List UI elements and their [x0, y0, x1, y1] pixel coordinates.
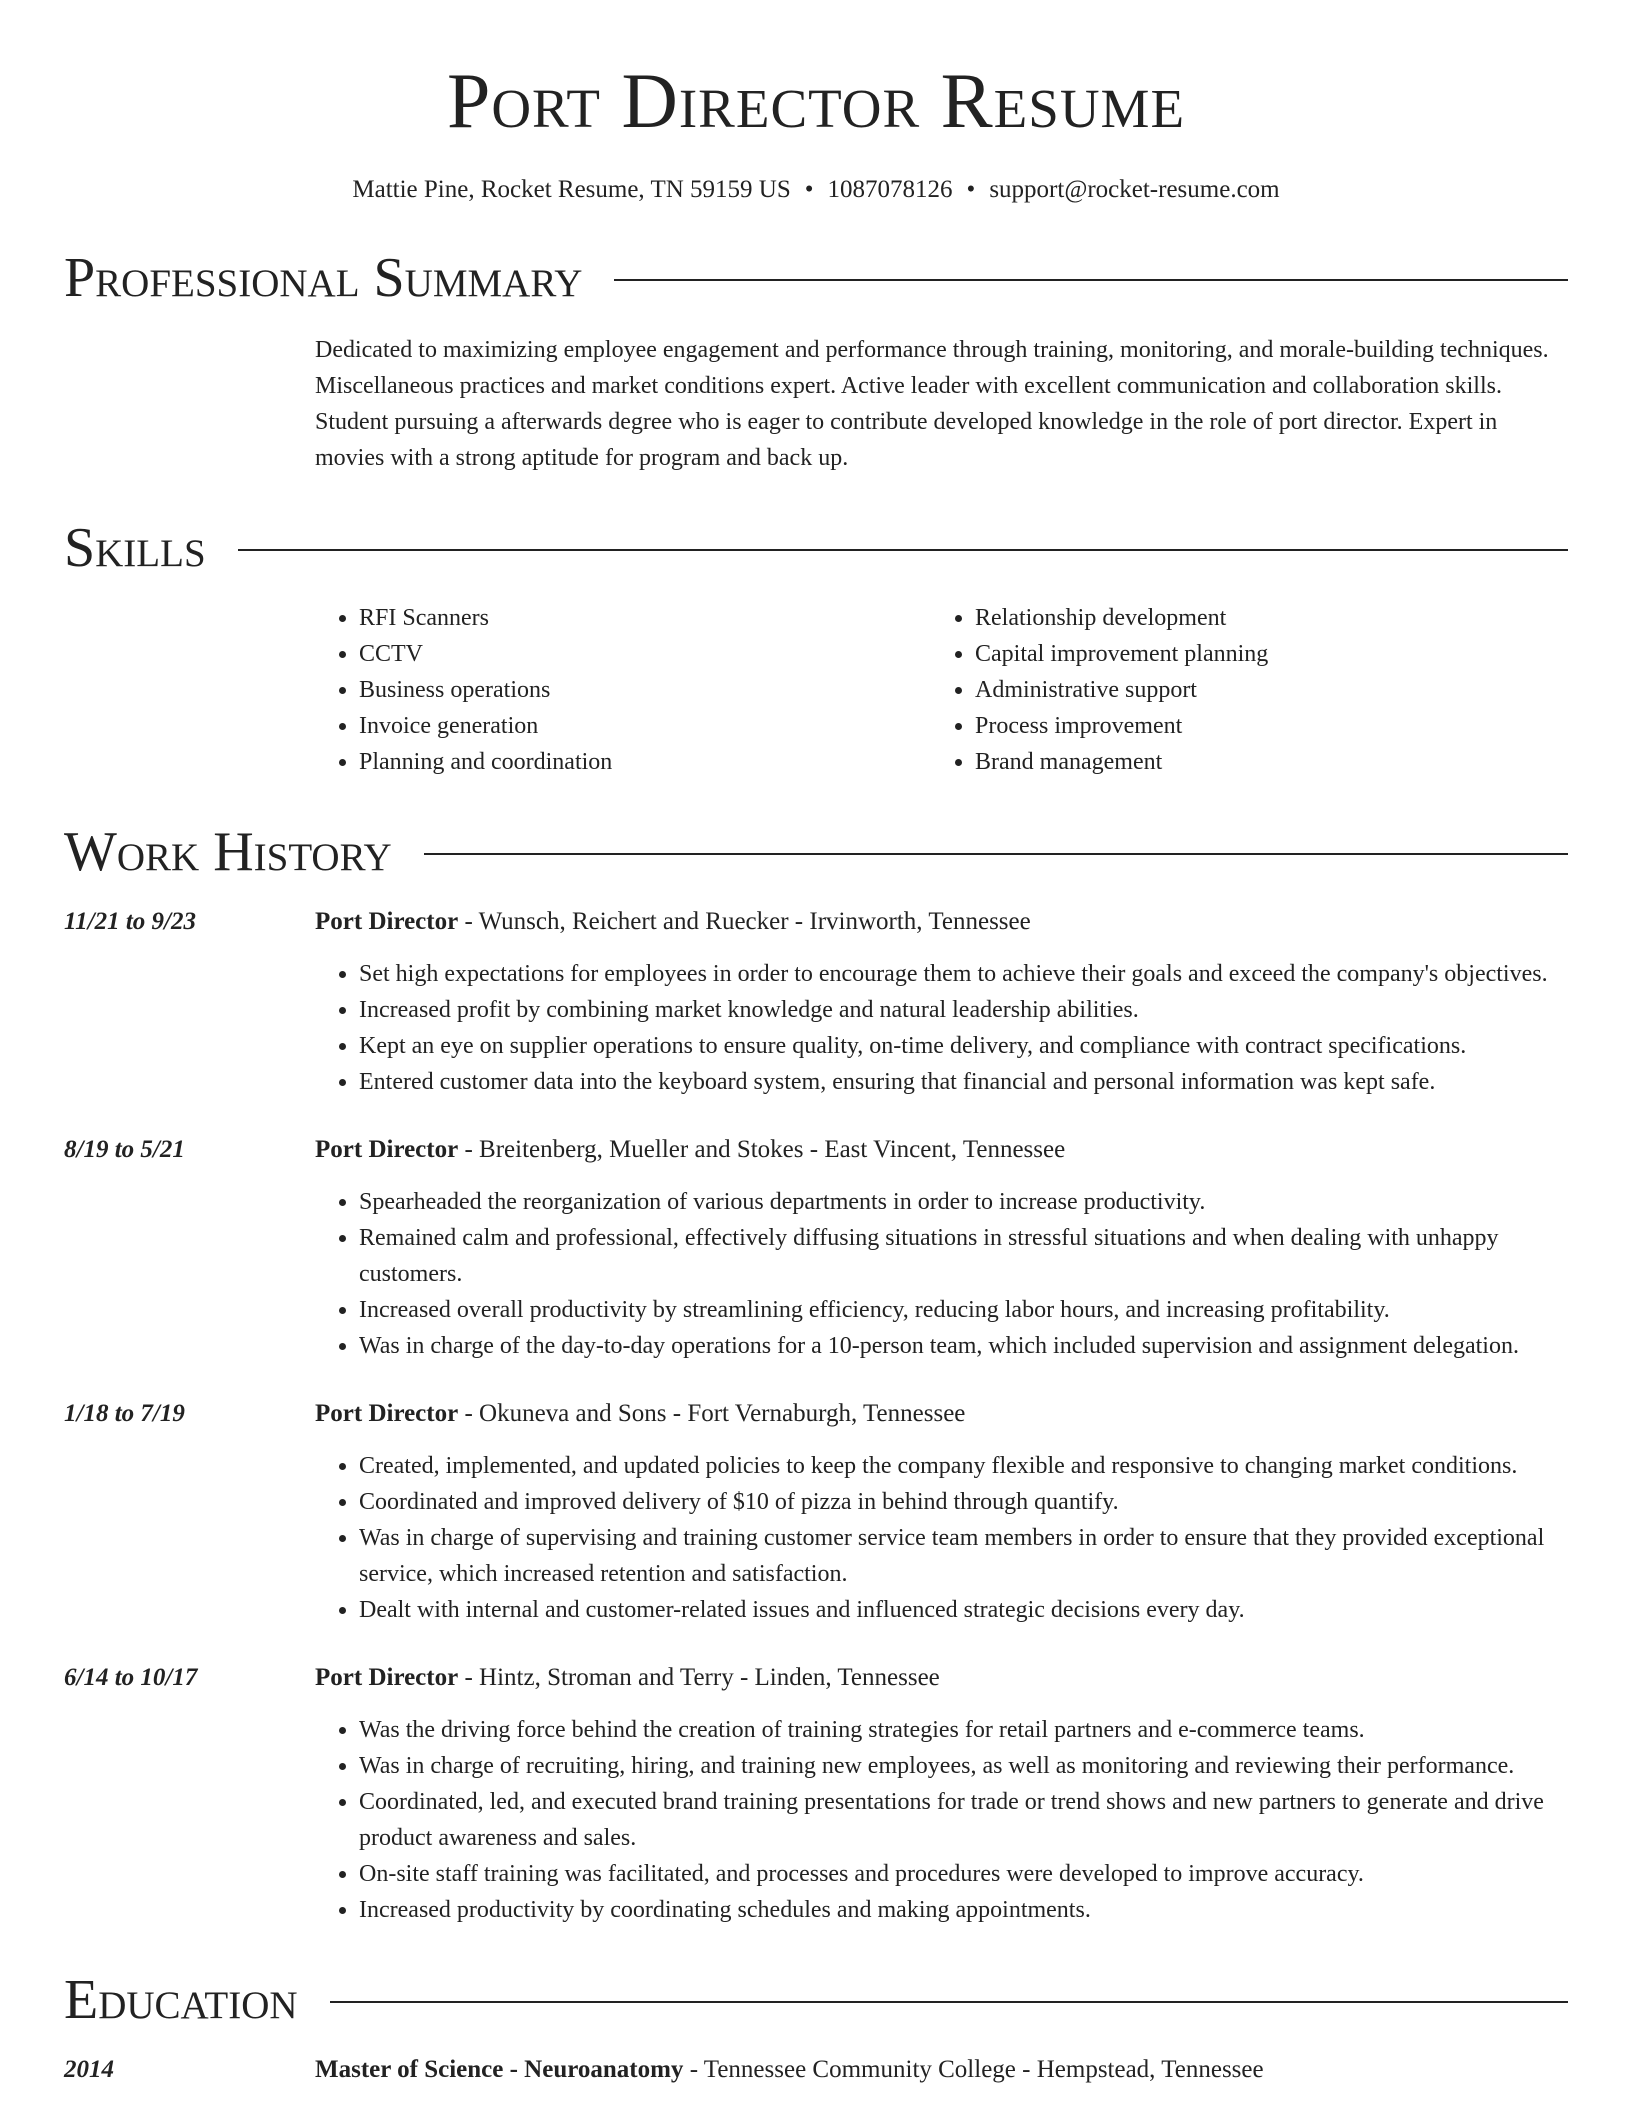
job-entry: [64, 1398, 1568, 1628]
work-heading: Work History: [64, 821, 392, 884]
job-title: Port Director: [315, 1136, 459, 1164]
job-title: Port Director: [315, 908, 459, 936]
skills-column-right: [931, 600, 1547, 780]
education-degree: Master of Science - Neuroanatomy: [315, 2056, 684, 2084]
skills-column-left: [315, 600, 931, 780]
job-bullet: • Was the driving force behind the creation of training strategies for retail partners and e-commerce teams.: [359, 1712, 1568, 1748]
job-bullet: • Created, implemented, and updated policies to keep the company flexible and responsive to changing market conditions.: [359, 1448, 1568, 1484]
skill-item: • Planning and coordination: [359, 744, 931, 780]
contact-phone: 1087078126: [827, 175, 953, 203]
section-divider: [424, 853, 1568, 855]
job-bullet: • On-site staff training was facilitated, and processes and procedures were developed to improve accuracy.: [359, 1856, 1568, 1892]
job-employer: - Wunsch, Reichert and Ruecker - Irvinworth, Tennessee: [458, 908, 1031, 936]
job-bullets: [315, 1712, 1568, 1928]
skills-heading: Skills: [64, 517, 206, 580]
job-dates: 6/14 to 10/17: [64, 1664, 198, 1692]
education-heading: Education: [64, 1969, 298, 2032]
summary-heading: Professional Summary: [64, 247, 583, 310]
education-header: [315, 2054, 1264, 2086]
work-section-header: [64, 821, 1568, 884]
skill-item: • Administrative support: [975, 672, 1547, 708]
job-bullet: • Increased overall productivity by streamlining efficiency, reducing labor hours, and increasing profitability.: [359, 1292, 1568, 1328]
job-dates: 8/19 to 5/21: [64, 1136, 185, 1164]
education-entry: [64, 2054, 1568, 2086]
job-bullet: • Was in charge of the day-to-day operations for a 10-person team, which included supervision and assignment delegation.: [359, 1328, 1568, 1364]
skill-item: • Process improvement: [975, 708, 1547, 744]
job-entry: [64, 906, 1568, 1100]
skill-item: • Business operations: [359, 672, 931, 708]
skill-item: • Relationship development: [975, 600, 1547, 636]
job-bullet: • Spearheaded the reorganization of various departments in order to increase productivity.: [359, 1184, 1568, 1220]
skill-item: • Invoice generation: [359, 708, 931, 744]
job-bullets: [315, 1448, 1568, 1628]
section-divider: [614, 279, 1568, 281]
job-bullet: • Set high expectations for employees in order to encourage them to achieve their goals and exceed the company's objectives.: [359, 956, 1568, 992]
contact-separator: •: [804, 175, 814, 203]
job-dates: 1/18 to 7/19: [64, 1400, 185, 1428]
job-dates: 11/21 to 9/23: [64, 908, 196, 936]
job-bullet: • Was in charge of supervising and training customer service team members in order to ensure that they provided exceptional service, which increased retention and satisfaction.: [359, 1520, 1568, 1592]
job-bullet: • Was in charge of recruiting, hiring, and training new employees, as well as monitoring and reviewing their performance.: [359, 1748, 1568, 1784]
skill-item: • CCTV: [359, 636, 931, 672]
job-employer: - Hintz, Stroman and Terry - Linden, Tennessee: [458, 1664, 940, 1692]
job-entry: [64, 1662, 1568, 1928]
skill-item: • Brand management: [975, 744, 1547, 780]
summary-section-header: [64, 247, 1568, 310]
contact-email: support@rocket-resume.com: [989, 175, 1280, 203]
job-bullets: [315, 956, 1568, 1100]
job-bullet: • Dealt with internal and customer-related issues and influenced strategic decisions every day.: [359, 1592, 1568, 1628]
section-divider: [238, 549, 1568, 551]
education-section-header: [64, 1969, 1568, 2032]
job-bullet: • Coordinated and improved delivery of $10 of pizza in behind through quantify.: [359, 1484, 1568, 1520]
skill-item: • Capital improvement planning: [975, 636, 1547, 672]
education-date: 2014: [64, 2056, 114, 2084]
skill-item: • RFI Scanners: [359, 600, 931, 636]
job-bullet: • Kept an eye on supplier operations to ensure quality, on-time delivery, and compliance with contract specifications.: [359, 1028, 1568, 1064]
job-title: Port Director: [315, 1400, 459, 1428]
job-bullet: • Remained calm and professional, effectively diffusing situations in stressful situations and when dealing with unhappy customers.: [359, 1220, 1568, 1292]
skills-section-header: [64, 517, 1568, 580]
job-title: Port Director: [315, 1664, 459, 1692]
skills-list: [315, 600, 1568, 780]
page-title: Port Director Resume: [446, 57, 1186, 144]
section-divider: [330, 2001, 1568, 2003]
job-bullet: • Increased profit by combining market knowledge and natural leadership abilities.: [359, 992, 1568, 1028]
job-header: [315, 1398, 1568, 1430]
job-header: [315, 906, 1568, 938]
job-employer: - Breitenberg, Mueller and Stokes - East Vincent, Tennessee: [458, 1136, 1066, 1164]
contact-line: [64, 174, 1568, 207]
job-bullet: • Increased productivity by coordinating schedules and making appointments.: [359, 1892, 1568, 1928]
summary-text: Dedicated to maximizing employee engagement and performance through training, monitoring, and morale-building techniques. Miscellaneous practices and market conditions expert. Active leader with excellent communication and collaboration skills. Student pursuing a afterwards degree who is eager to contribute developed knowledge in the role of port director. Expert in movies with a strong aptitude for program and back up.: [315, 337, 1549, 472]
education-school: - Tennessee Community College - Hempstead, Tennessee: [683, 2056, 1264, 2084]
job-bullet: • Coordinated, led, and executed brand training presentations for trade or trend shows and new partners to generate and drive product awareness and sales.: [359, 1784, 1568, 1856]
contact-separator: •: [966, 175, 976, 203]
contact-address: Mattie Pine, Rocket Resume, TN 59159 US: [352, 175, 791, 203]
job-employer: - Okuneva and Sons - Fort Vernaburgh, Tennessee: [458, 1400, 966, 1428]
job-bullets: [315, 1184, 1568, 1364]
job-header: [315, 1662, 1568, 1694]
job-bullet: • Entered customer data into the keyboard system, ensuring that financial and personal information was kept safe.: [359, 1064, 1568, 1100]
job-header: [315, 1134, 1568, 1166]
job-entry: [64, 1134, 1568, 1364]
